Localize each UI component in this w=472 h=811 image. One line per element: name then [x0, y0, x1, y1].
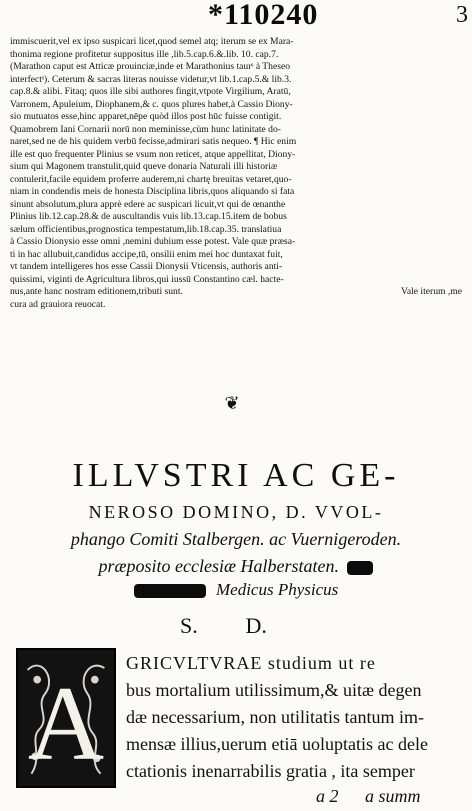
preface-line: thonima regione profitetur suppositus ille ,lib.5.cap.6.&.lib. 10. cap.7. — [10, 48, 279, 60]
preface-text-block — [10, 36, 466, 311]
preface-line: ille est quo frequenter Plinius se vsum non reticet, atque appellitat, Diony- — [10, 148, 296, 160]
dedication-line-5-text: Medicus Physicus — [215, 580, 339, 599]
decorated-initial — [16, 648, 116, 788]
dedication-line-5 — [0, 578, 472, 602]
preface-line: quissimi, viginti de Agricultura libros,qui iussū Constantino cæl. hacte- — [10, 273, 284, 285]
opening-line-2: bus mortalium utilissimum,& uitæ degen — [126, 680, 422, 700]
initial-letter: A — [27, 664, 105, 782]
valediction: Vale iterum ,me — [400, 286, 462, 297]
salutation — [180, 612, 300, 640]
salutation-d: D. — [245, 613, 267, 638]
dedication-line-4 — [0, 554, 472, 578]
catchword: a summ — [365, 786, 421, 806]
salutation-s: S. — [180, 613, 198, 638]
opening-line-4: mensæ illius,uerum etiā uoluptatis ac dele — [126, 734, 428, 754]
opening-text — [126, 650, 466, 785]
opening-line-5: ctationis inenarrabilis gratia , ita semper — [126, 761, 415, 781]
fleuron-ornament: ❦ — [224, 393, 240, 414]
preface-line-text: nus,ante hanc nostram editionem,tributi sunt. — [10, 286, 183, 297]
preface-line: Quamobrem Iani Cornarii norū non meminisse,cùm hunc latinitate do- — [10, 123, 281, 135]
preface-line: immiscuerit,vel ex ipso suspicari licet,quod semel atq; iterum se ex Mara- — [10, 36, 294, 47]
dedication-line-2: NEROSO DOMINO, D. VVOL- — [88, 502, 384, 522]
preface-line: ti in hac allubuit,candidus accipe,tū, onsilii enim mei hoc duntaxat fuit, — [10, 248, 283, 260]
preface-closing-line: cura ad grauiora reuocat. — [10, 298, 106, 310]
preface-line: Plinius lib.12.cap.28.& de auscultandis vuis lib.13.cap.15.item de bobus — [10, 211, 287, 222]
signature-and-catchword — [316, 784, 466, 808]
preface-line: Varronem, Apuleium, Diophanem,& c. quos plures habet,à Cassio Diony- — [10, 98, 293, 110]
preface-line: sinunt absolutum,plura apprè edere ac suspicari licuit,vt qui de œnanthe — [10, 198, 286, 210]
page-number: 3 — [456, 2, 468, 28]
opening-line-3: dæ necessarium, non utilitatis tantum im- — [126, 707, 424, 727]
preface-line: vt tandem intelligeres hos esse Cassii Dionysii Vticensis, authoris anti- — [10, 261, 283, 272]
preface-line: à Cassio Dionysio esse omni ,nemini dubium esse potest. Vale quæ præsa- — [10, 236, 296, 247]
preface-line: sium qui Magonem transtulit,quid queve donaria Naturali illi historiæ — [10, 161, 278, 172]
preface-line — [10, 286, 466, 299]
preface-line: naret,sed ne de his quidem verbū fecisse,admirari satis nequeo. ¶ Hic enim — [10, 136, 297, 147]
gathering-signature: a 2 — [316, 786, 339, 806]
dedication-line-3: phango Comiti Stalbergen. ac Vuernigeroden. — [70, 529, 402, 549]
dedication-line-1: ILLVSTRI AC GE- — [72, 457, 400, 494]
decorated-initial-art — [18, 650, 114, 786]
preface-line: contulerit,facile equidem proferre auderem,ni chartę breuitas vetaret,quo- — [10, 173, 292, 185]
preface-line: interfectˢ). Ceterum & sacras literas nouisse videtur,vt lib.1.cap.5.& lib.3. — [10, 73, 292, 85]
library-stamp: *110240 — [208, 0, 319, 31]
opening-line-1: GRICVLTVRAE studium ut re — [126, 653, 376, 673]
preface-line: sio mutuatos esse,hinc apparet,nēpe quòd illos post hūc fuisse contigit. — [10, 111, 282, 122]
preface-line: sælum officientibus,prognostica tempestatum,lib.18.cap.35. translatiua — [10, 223, 282, 235]
dedication-line-4-text: præposito ecclesiæ Halberstaten. — [98, 556, 339, 576]
redaction-mark — [347, 561, 373, 575]
preface-line: cap.8.& alibi. Fitaq; quos ille sibi authores fingit,vtpote Virgilium, Aratū, — [10, 86, 291, 97]
redaction-mark — [134, 584, 206, 598]
preface-line: niam in condendis meis de honesta Disciplina libris,quos aliquando si fata — [10, 186, 295, 197]
preface-line: (Marathon caput est Atticæ prouinciæ,inde et Marathonius taurˢ à Theseo — [10, 61, 291, 72]
